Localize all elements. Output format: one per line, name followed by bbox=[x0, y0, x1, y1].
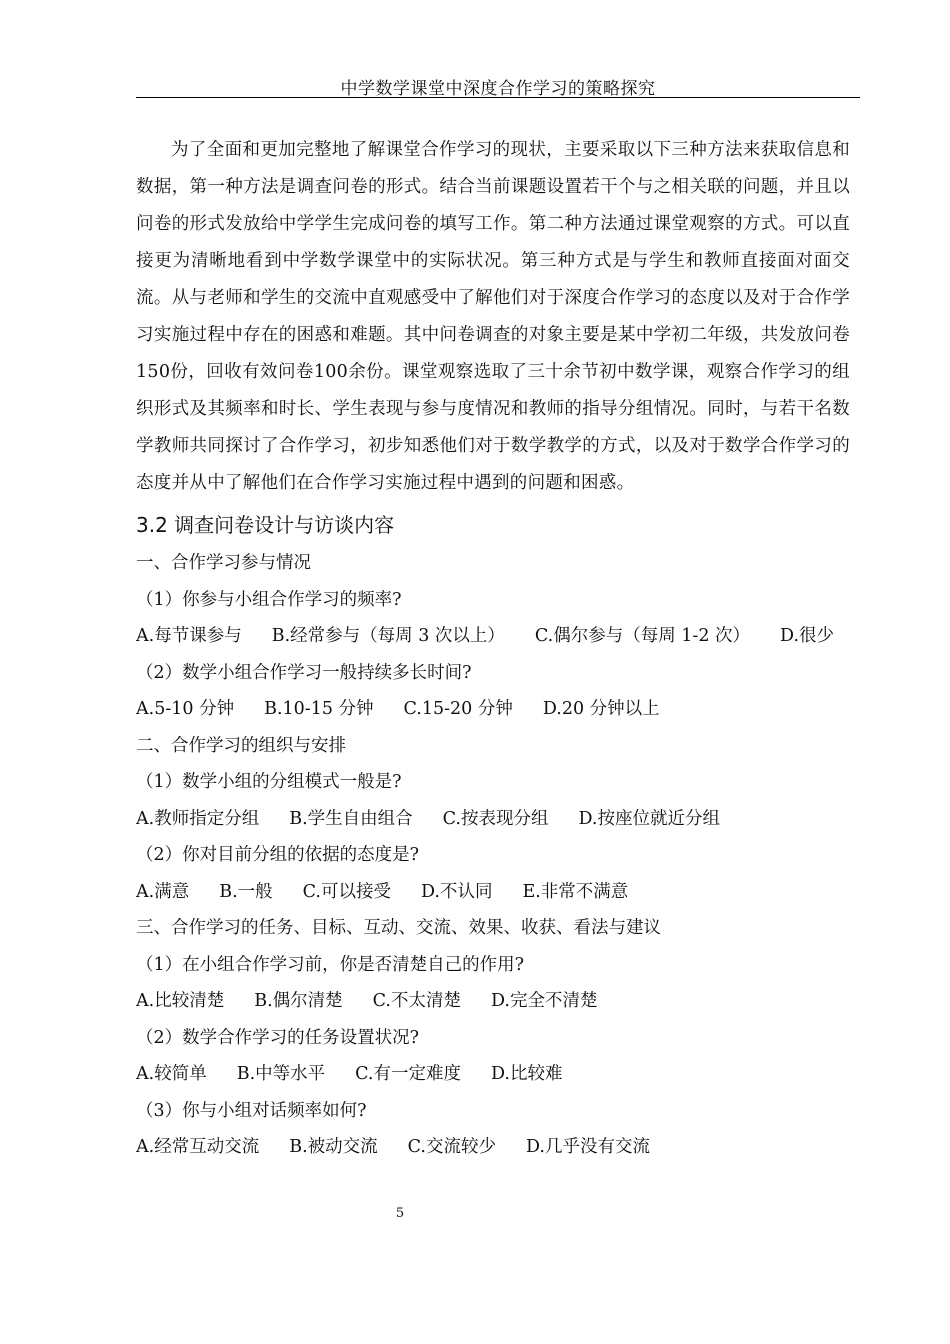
option: D.几乎没有交流 bbox=[525, 1137, 650, 1157]
page-number: 5 bbox=[395, 1206, 405, 1221]
answer-options bbox=[136, 691, 850, 728]
option: C.可以接受 bbox=[302, 881, 391, 902]
part-title: 二、合作学习的组织与安排 bbox=[136, 735, 346, 756]
question: （2）数学小组合作学习一般持续多长时间? bbox=[136, 662, 472, 683]
running-header: 中学数学课堂中深度合作学习的策略探究 bbox=[340, 79, 656, 99]
option: A.5-10 分钟 bbox=[136, 699, 235, 719]
part-title: 三、合作学习的任务、目标、互动、交流、效果、收获、看法与建议 bbox=[136, 918, 661, 938]
answer-options bbox=[136, 983, 850, 1020]
question: （1）数学小组的分组模式一般是? bbox=[136, 772, 402, 792]
answer-options bbox=[136, 1129, 850, 1166]
option: B.一般 bbox=[219, 881, 273, 902]
question: （2）数学合作学习的任务设置状况? bbox=[136, 1027, 420, 1048]
question: （3）你与小组对话频率如何? bbox=[136, 1100, 367, 1121]
option: C.按表现分组 bbox=[442, 808, 549, 829]
question: （2）你对目前分组的依据的态度是? bbox=[136, 845, 420, 865]
answer-options bbox=[136, 874, 850, 911]
page-content bbox=[136, 132, 850, 1166]
option: B.经常参与（每周 3 次以上） bbox=[271, 626, 505, 646]
answer-options bbox=[136, 801, 850, 838]
option: B.10-15 分钟 bbox=[264, 699, 374, 719]
question: （1）你参与小组合作学习的频率? bbox=[136, 589, 402, 610]
option: C.15-20 分钟 bbox=[403, 699, 513, 719]
option: A.教师指定分组 bbox=[136, 808, 260, 829]
option: D.比较难 bbox=[490, 1064, 563, 1084]
option: A.经常互动交流 bbox=[136, 1137, 260, 1157]
option: C.有一定难度 bbox=[355, 1064, 461, 1084]
option: D.20 分钟以上 bbox=[542, 699, 660, 719]
option: D.完全不清楚 bbox=[490, 991, 598, 1011]
option: D.不认同 bbox=[420, 881, 493, 902]
option: B.学生自由组合 bbox=[289, 808, 413, 829]
answer-options bbox=[136, 618, 850, 655]
option: B.中等水平 bbox=[236, 1064, 326, 1084]
option: E.非常不满意 bbox=[522, 881, 629, 902]
option: D.按座位就近分组 bbox=[578, 808, 720, 829]
section-heading: 3.2 调查问卷设计与访谈内容 bbox=[136, 513, 395, 537]
option: A.比较清楚 bbox=[136, 991, 225, 1011]
option: B.偶尔清楚 bbox=[254, 991, 343, 1011]
part-title: 一、合作学习参与情况 bbox=[136, 553, 311, 573]
option: A.每节课参与 bbox=[136, 626, 242, 646]
answer-options bbox=[136, 1056, 850, 1093]
option: C.偶尔参与（每周 1-2 次） bbox=[534, 626, 751, 646]
option: B.被动交流 bbox=[289, 1137, 378, 1157]
option: C.交流较少 bbox=[407, 1137, 496, 1157]
question: （1）在小组合作学习前，你是否清楚自己的作用? bbox=[136, 954, 525, 975]
intro-paragraph: 为了全面和更加完整地了解课堂合作学习的现状，主要采取以下三种方法来获取信息和数据，第一种方法是调查问卷的形式。结合当前课题设置若干个与之相关联的问题，并且以问卷的形式发放给中学学生完成问卷的填写工作。第二种方法通过课堂观察的方式。可以直接更为清晰地看到中学数学课堂中的实际状况。第三种方式是与学生和教师直接面对面交流。从与老师和学生的交流中直观感受中了解他们对于深度合作学习的态度以及对于合作学习实施过程中存在的困惑和难题。其中问卷调查的对象主要是某中学初二年级，共发放问卷150份，回收有效问卷100余份。课堂观察选取了三十余节初中数学课，观察合作学习的组织形式及其频率和时长、学生表现与参与度情况和教师的指导分组情况。同时，与若干名数学教师共同探讨了合作学习，初步知悉他们对于数学教学的方式，以及对于数学合作学习的态度并从中了解他们在合作学习实施过程中遇到的问题和困惑。 bbox=[136, 140, 850, 493]
header-rule bbox=[136, 97, 860, 98]
option: C.不太清楚 bbox=[372, 991, 461, 1011]
option: A.满意 bbox=[136, 881, 190, 902]
option: A.较简单 bbox=[136, 1064, 207, 1084]
option: D.很少 bbox=[780, 626, 835, 646]
